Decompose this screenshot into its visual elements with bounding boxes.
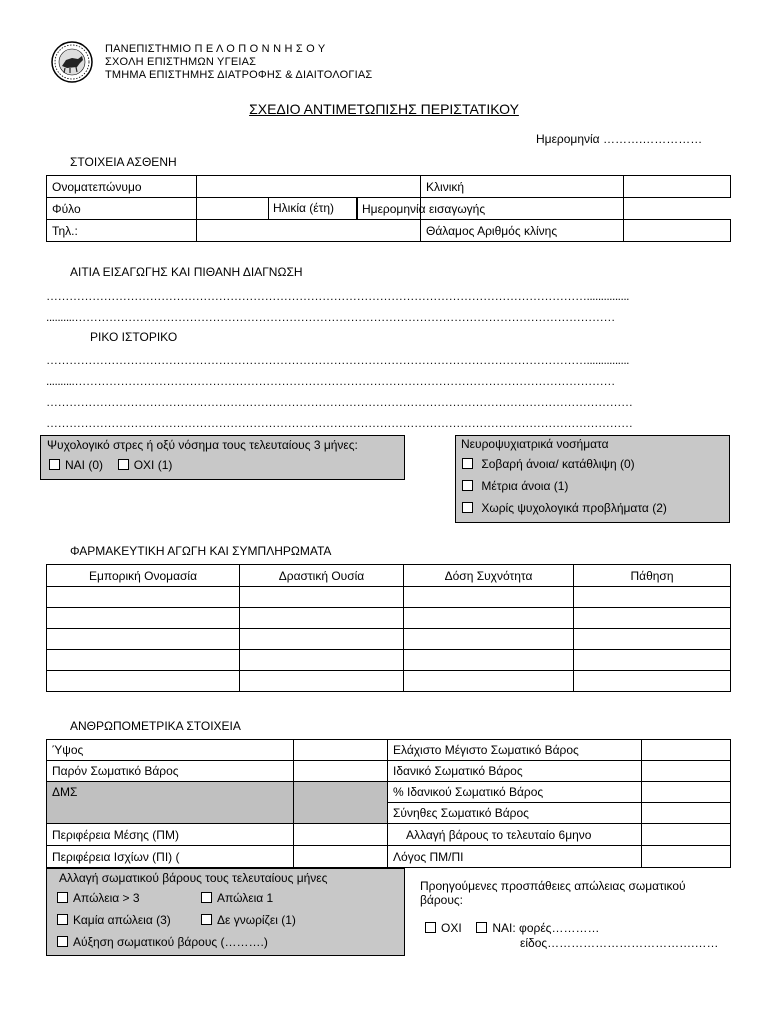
neuro-opt2-checkbox[interactable] [462, 480, 473, 491]
prior-no-checkbox[interactable] [425, 922, 436, 933]
anthro-table [46, 739, 731, 868]
prior-yes-checkbox[interactable] [476, 922, 487, 933]
name-value[interactable] [197, 176, 421, 198]
stress-label: Ψυχολογικό στρες ή οξύ νόσημα τους τελευταίους 3 μήνες: [47, 438, 358, 452]
table-cell[interactable] [404, 587, 574, 608]
phone-value[interactable] [197, 220, 421, 242]
table-cell[interactable] [47, 650, 240, 671]
pct-ideal-value[interactable] [642, 782, 731, 803]
waist-label: Περιφέρεια Μέσης (ΠΜ) [47, 824, 294, 846]
admission-date-label: Ημερομηνία εισαγωγής [357, 198, 421, 220]
minmax-weight-label: Ελάχιστο Μέγιστο Σωματικό Βάρος [388, 740, 642, 761]
loss-1-label: Απώλεια 1 [217, 891, 274, 905]
phone-label: Τηλ.: [47, 220, 197, 242]
current-weight-value[interactable] [294, 761, 388, 782]
neuro-opt1-checkbox[interactable] [462, 458, 473, 469]
stress-no-label: ΟΧΙ (1) [133, 458, 173, 472]
table-row [47, 629, 731, 650]
ratio-label: Λόγος ΠΜ/ΠΙ [388, 846, 642, 868]
meds-col-dose: Δόση Συχνότητα [404, 565, 574, 587]
table-cell[interactable] [574, 671, 731, 692]
table-cell[interactable] [404, 629, 574, 650]
meds-heading: ΦΑΡΜΑΚΕΥΤΙΚΗ ΑΓΩΓΗ ΚΑΙ ΣΥΜΠΛΗΡΩΜΑΤΑ [70, 544, 332, 558]
height-value[interactable] [294, 740, 388, 761]
sex-label: Φύλο [47, 198, 197, 220]
neuro-label: Νευροψυχιατρικά νοσήματα [461, 437, 609, 451]
stress-yes-checkbox[interactable] [49, 459, 60, 470]
stress-box [40, 435, 405, 480]
room-value[interactable] [624, 220, 731, 242]
table-row [47, 671, 731, 692]
table-cell[interactable] [574, 650, 731, 671]
gain-checkbox[interactable] [57, 936, 68, 947]
neuro-opt2-label: Μέτρια άνοια (1) [481, 479, 569, 493]
weight-change-6m-value[interactable] [642, 824, 731, 846]
unknown-label: Δε γνωρίζει (1) [217, 913, 296, 927]
minmax-weight-value[interactable] [642, 740, 731, 761]
ideal-weight-label: Ιδανικό Σωματικό Βάρος [388, 761, 642, 782]
table-row [47, 608, 731, 629]
patient-heading: ΣΤΟΙΧΕΙΑ ΑΣΘΕΝΗ [70, 155, 177, 169]
university-seal-icon [50, 40, 94, 84]
table-cell[interactable] [240, 608, 404, 629]
usual-weight-label: Σύνηθες Σωματικό Βάρος [388, 803, 642, 824]
table-cell[interactable] [240, 650, 404, 671]
weight-change-6m-label: Αλλαγή βάρους το τελευταίο 6μηνο [388, 824, 642, 846]
current-weight-label: Παρόν Σωματικό Βάρος [47, 761, 294, 782]
table-cell[interactable] [574, 587, 731, 608]
prior-label-1: Προηγούμενες προσπάθειες απώλειας σωματικού [420, 879, 686, 893]
name-label: Ονοματεπώνυμο [47, 176, 197, 198]
stress-options [49, 458, 172, 472]
school-name: ΣΧΟΛΗ ΕΠΙΣΤΗΜΩΝ ΥΓΕΙΑΣ [105, 56, 257, 68]
height-label: Ύψος [47, 740, 294, 761]
admission-line-2[interactable]: ..........…………………………………………………………………………………………………………………………… [46, 310, 615, 324]
neuro-box [455, 435, 730, 523]
neuro-opt3-label: Χωρίς ψυχολογικά προβλήματα (2) [481, 501, 667, 515]
meds-col-substance: Δραστική Ουσία [240, 565, 404, 587]
history-line-1[interactable]: ……………………………………………………………………………………………………………………………............... [46, 353, 630, 367]
patient-table [46, 175, 731, 242]
weight-change-box [46, 868, 405, 956]
table-cell[interactable] [240, 587, 404, 608]
clinic-label: Κλινική [421, 176, 624, 198]
department-name: ΤΜΗΜΑ ΕΠΙΣΤΗΜΗΣ ΔΙΑΤΡΟΦΗΣ & ΔΙΑΙΤΟΛΟΓΙΑΣ [105, 69, 373, 81]
admission-heading: ΑΙΤΙΑ ΕΙΣΑΓΩΓΗΣ ΚΑΙ ΠΙΘΑΝΗ ΔΙΑΓΝΩΣΗ [70, 265, 303, 279]
hip-label: Περιφέρεια Ισχίων (ΠΙ) ( [47, 846, 294, 868]
history-heading: ΡΙΚΟ ΙΣΤΟΡΙΚΟ [90, 330, 178, 344]
waist-value[interactable] [294, 824, 388, 846]
anthro-heading: ΑΝΘΡΩΠΟΜΕΤΡΙΚΑ ΣΤΟΙΧΕΙΑ [70, 719, 241, 733]
table-cell[interactable] [404, 608, 574, 629]
bmi-label: ΔΜΣ [47, 782, 294, 824]
prior-kind-field[interactable]: είδος……………………………….…… [520, 936, 719, 950]
ideal-weight-value[interactable] [642, 761, 731, 782]
history-line-4[interactable]: ……………………………………………………………………………………………………………………………………… [46, 416, 633, 430]
room-label: Θάλαμος Αριθμός κλίνης [421, 220, 624, 242]
history-line-3[interactable]: ……………………………………………………………………………………………………………………………………… [46, 395, 633, 409]
institution-header [105, 43, 372, 82]
table-cell[interactable] [240, 629, 404, 650]
pct-ideal-label: % Ιδανικού Σωματικό Βάρος [388, 782, 642, 803]
age-label-cell: Ηλικία (έτη) [268, 197, 358, 219]
prior-yes-label: ΝΑΙ: φορές………… [492, 921, 600, 935]
university-name: ΠΑΝΕΠΙΣΤΗΜΙΟ Π Ε Λ Ο Π Ο Ν Ν Η Σ Ο Υ [105, 43, 326, 55]
document-title: ΣΧΕΔΙΟ ΑΝΤΙΜΕΤΩΠΙΣΗΣ ΠΕΡΙΣΤΑΤΙΚΟΥ [249, 101, 519, 117]
date-field[interactable]: Ημερομηνία ……….…………… [536, 132, 703, 146]
usual-weight-value[interactable] [642, 803, 731, 824]
loss-1-checkbox[interactable] [201, 892, 212, 903]
table-row [47, 587, 731, 608]
table-cell[interactable] [47, 608, 240, 629]
loss-gt3-checkbox[interactable] [57, 892, 68, 903]
weight-change-label: Αλλαγή σωματικού βάρους τους τελευταίους μήνες [59, 871, 328, 885]
table-cell[interactable] [240, 671, 404, 692]
neuro-opt1-label: Σοβαρή άνοια/ κατάθλιψη (0) [481, 457, 635, 471]
unknown-checkbox[interactable] [201, 914, 212, 925]
table-cell[interactable] [47, 629, 240, 650]
admission-line-1[interactable]: ……………………………………………………………………………………………………………………………............... [46, 289, 630, 303]
ratio-value[interactable] [642, 846, 731, 868]
table-row [47, 650, 731, 671]
meds-table [46, 564, 731, 692]
table-cell[interactable] [47, 671, 240, 692]
loss-gt3-label: Απώλεια > 3 [73, 891, 140, 905]
no-loss-label: Καμία απώλεια (3) [73, 913, 171, 927]
bmi-value[interactable] [294, 782, 388, 824]
history-line-2[interactable]: ..........…………………………………………………………………………………………………………………………… [46, 374, 615, 388]
meds-col-condition: Πάθηση [574, 565, 731, 587]
no-loss-checkbox[interactable] [57, 914, 68, 925]
prior-label-2: βάρους: [420, 893, 464, 907]
table-cell[interactable] [404, 650, 574, 671]
gain-label: Αύξηση σωματικού βάρους (……….) [73, 935, 268, 949]
neuro-opt3-checkbox[interactable] [462, 502, 473, 513]
table-cell[interactable] [574, 629, 731, 650]
table-cell[interactable] [574, 608, 731, 629]
table-cell[interactable] [47, 587, 240, 608]
hip-value[interactable] [294, 846, 388, 868]
stress-yes-label: ΝΑΙ (0) [65, 458, 104, 472]
stress-no-checkbox[interactable] [118, 459, 129, 470]
meds-col-brand: Εμπορική Ονομασία [47, 565, 240, 587]
prior-no-label: ΟΧΙ [441, 921, 462, 935]
clinic-value[interactable] [624, 176, 731, 198]
table-cell[interactable] [404, 671, 574, 692]
